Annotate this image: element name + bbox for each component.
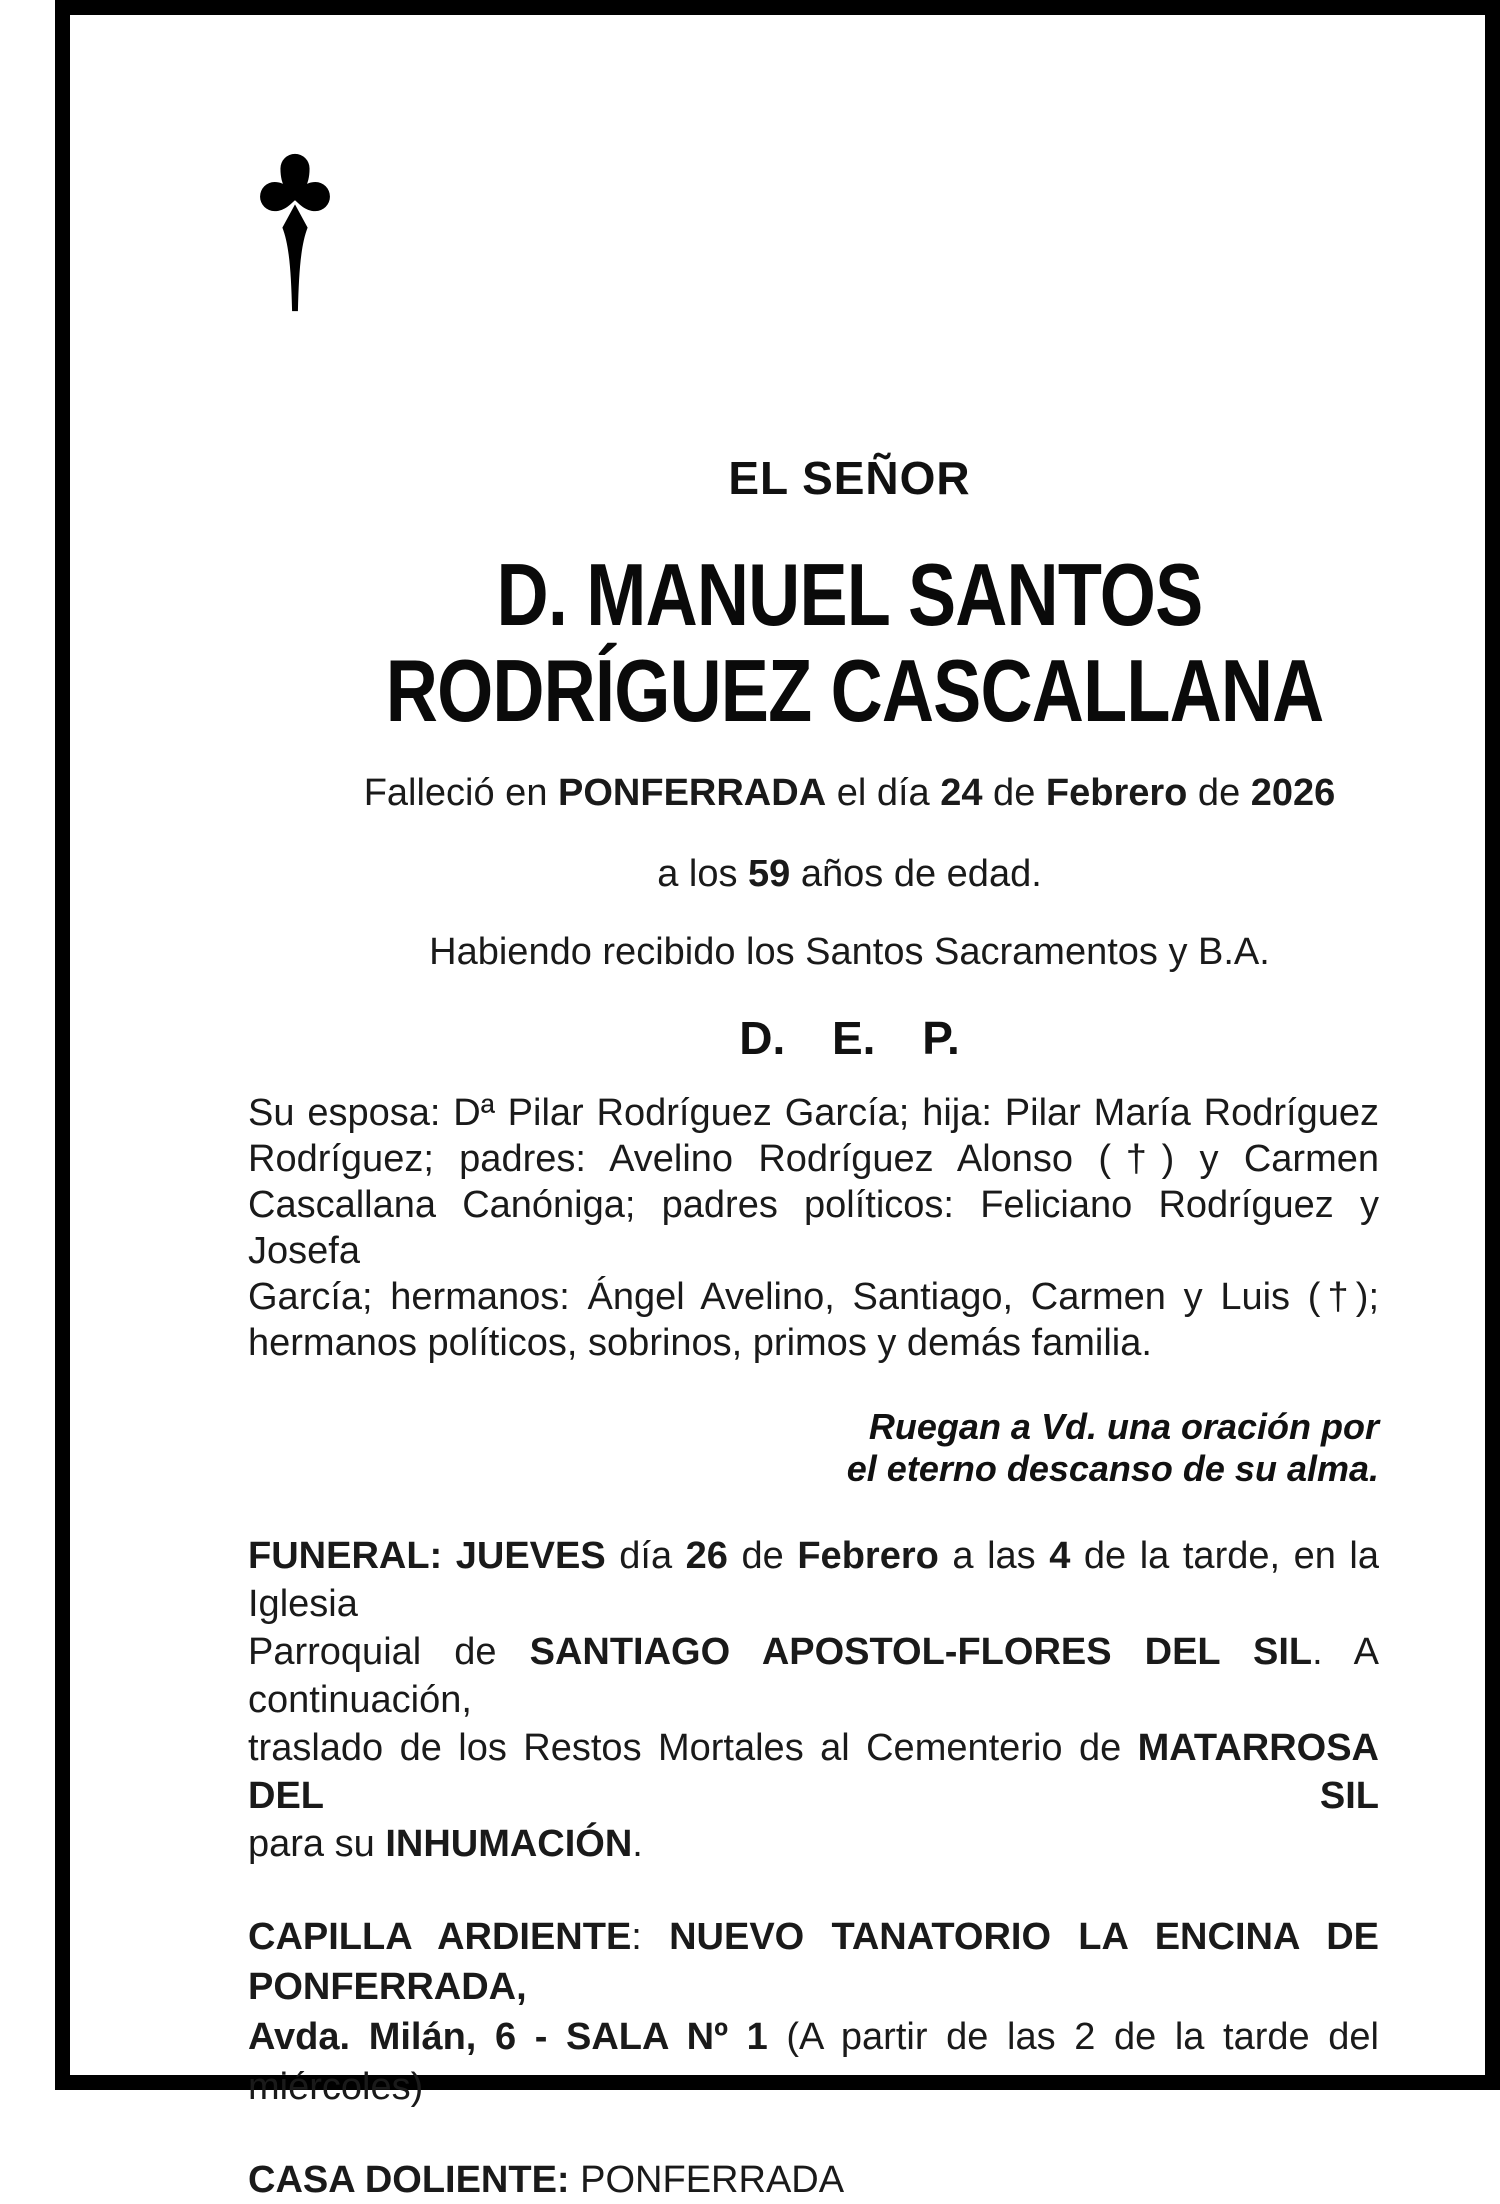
dep-abbreviation: D. E. P. (739, 1012, 960, 1064)
text-segment: PONFERRADA (569, 2159, 845, 2201)
funeral-line (248, 1724, 1379, 1820)
text-segment: Febrero (797, 1535, 939, 1577)
family-line (248, 1182, 1379, 1274)
text-segment: INHUMACIÓN (385, 1823, 633, 1865)
text-segment: el día (826, 772, 941, 814)
prayer-request (248, 1406, 1379, 1490)
text-segment: PONFERRADA (558, 772, 827, 814)
text-segment: de (727, 1535, 798, 1577)
text-segment: Parroquial de (248, 1631, 530, 1673)
black-border-frame (55, 0, 1500, 2201)
text-segment: de la tarde, en la Iglesia (248, 1535, 1379, 1625)
text-segment: Avda. Milán, 6 - SALA Nº 1 (248, 2016, 787, 2058)
text-segment: FUNERAL: JUEVES (248, 1535, 606, 1577)
deceased-name (385, 545, 1324, 740)
capilla-line (248, 1912, 1379, 2012)
text-segment: de (1187, 772, 1251, 814)
text-segment: para su (248, 1823, 386, 1865)
text-segment: NUEVO TANATORIO LA ENCINA DE PONFERRADA, (248, 1916, 1379, 2008)
text-segment: 2026 (1250, 772, 1336, 814)
family-line (248, 1090, 1379, 1136)
text-segment: CASA DOLIENTE: (248, 2159, 570, 2201)
funeral-paragraph (248, 1532, 1379, 1868)
sacraments-line: Habiendo recibido los Santos Sacramentos y B.A. (429, 931, 1270, 973)
family-line (248, 1136, 1379, 1182)
text-segment: Febrero (1045, 772, 1188, 814)
funeral-line (248, 1820, 1379, 1868)
text-segment: a las (938, 1535, 1050, 1577)
prayer-line-1: Ruegan a Vd. una oración por (868, 1406, 1379, 1447)
text-segment: a los (657, 853, 749, 895)
text-segment: traslado de los Restos Mortales al Cementerio de (248, 1727, 1138, 1769)
text-segment: 59 (748, 853, 791, 895)
text-segment: SANTIAGO APOSTOL-FLORES DEL SIL (529, 1631, 1313, 1673)
text-segment: . A continuación, (248, 1631, 1379, 1721)
family-line (248, 1274, 1379, 1320)
text-segment: . (632, 1823, 643, 1865)
age-line (284, 850, 1415, 898)
text-segment: García; hermanos: Ángel Avelino, Santiago, Carmen y Luis (†); (248, 1276, 1379, 1318)
text-segment: Falleció en (363, 772, 559, 814)
text-segment: (A partir de las 2 de la tarde del miércoles) (248, 2016, 1380, 2108)
text-segment: 26 (685, 1535, 728, 1577)
text-segment: MATARROSA DEL SIL (248, 1727, 1379, 1817)
family-line (248, 1320, 1379, 1366)
text-segment: años de edad. (790, 853, 1042, 895)
esquela-content (140, 30, 1470, 2201)
text-segment: 24 (940, 772, 983, 814)
capilla-line (248, 2012, 1379, 2112)
deceased-name-line-1: D. MANUEL SANTOS (496, 545, 1203, 644)
text-segment: hermanos políticos, sobrinos, primos y demás familia. (248, 1322, 1152, 1364)
capilla-ardiente-paragraph (248, 1912, 1379, 2112)
death-place-date-line (284, 769, 1415, 817)
funeral-line (248, 1532, 1379, 1628)
prayer-line-2: el eterno descanso de su alma. (846, 1448, 1379, 1489)
family-paragraph (248, 1090, 1379, 1366)
text-segment: Su esposa: Dª Pilar Rodríguez García; hija: Pilar María Rodríguez (248, 1092, 1379, 1134)
funeral-line (248, 1628, 1379, 1724)
deceased-name-line-2: RODRÍGUEZ CASCALLANA (385, 641, 1324, 740)
text-segment: de (982, 772, 1046, 814)
text-segment: día (605, 1535, 686, 1577)
text-segment: CAPILLA ARDIENTE (248, 1916, 632, 1958)
text-segment: Cascallana Canóniga; padres políticos: Feliciano Rodríguez y Josefa (248, 1184, 1379, 1272)
text-segment: Rodríguez; padres: Avelino Rodríguez Alonso (†) y Carmen (248, 1138, 1379, 1180)
honorific-title: EL SEÑOR (728, 452, 971, 504)
casa-doliente-line (248, 2156, 1379, 2204)
text-segment: : (631, 1916, 670, 1958)
text-segment: 4 (1049, 1535, 1071, 1577)
memorial-cross-icon (256, 150, 334, 315)
